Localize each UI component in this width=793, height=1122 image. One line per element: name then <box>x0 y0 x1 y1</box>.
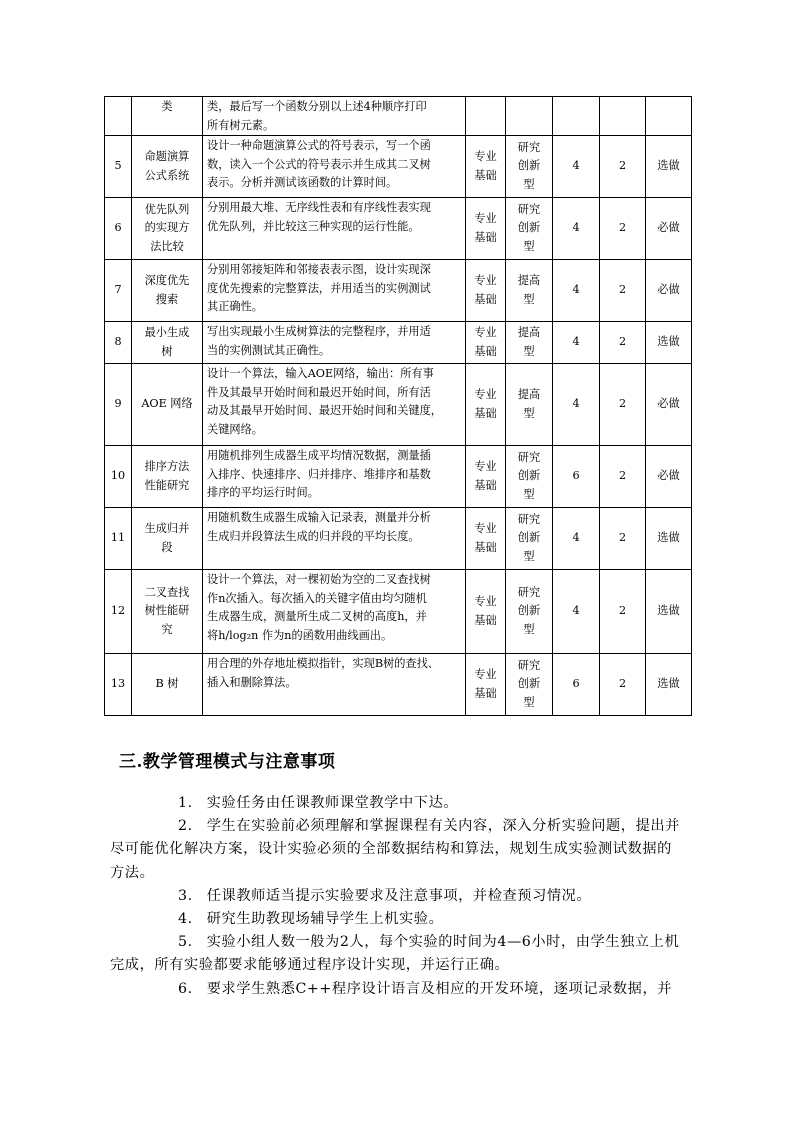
cell-description <box>203 654 466 716</box>
list-item-number: 5. <box>178 934 193 951</box>
cell-line: 研究 <box>517 450 541 464</box>
cell-line: 基础 <box>474 344 497 358</box>
cell-category <box>466 136 506 198</box>
list-item-text: 研究生助教现场辅导学生上机实验。 <box>206 911 444 928</box>
cell-line: 搜索 <box>155 292 179 306</box>
cell-group-size: 2 <box>600 508 646 570</box>
cell-line: 专业 <box>474 522 497 535</box>
cell-line: 数，读入一个公式的符号表示并生成其二叉树 <box>207 157 431 171</box>
cell-line: 将h/log₂n 作为n的函数用曲线画出。 <box>207 628 393 642</box>
cell-line: 件及其最早开始时间和最迟开始时间，所有活 <box>207 385 431 399</box>
cell-group-size: 2 <box>600 364 646 446</box>
cell-line: B 树 <box>155 677 179 691</box>
cell-requirement: 必做 <box>646 198 692 260</box>
list-item-text: 要求学生熟悉C++程序设计语言及相应的开发环境，逐项记录数据，并 <box>206 980 673 997</box>
list-item <box>110 815 684 885</box>
cell-experiment-name <box>132 446 203 508</box>
cell-description <box>203 364 466 446</box>
list-item-text: 实验小组人数一般为2人，每个实验的时间为4—6小时，由学生独立上机完成，所有实验都要求能够通过程序设计实现，并运行正确。 <box>110 934 680 974</box>
cell-line: 型 <box>523 177 535 191</box>
table-row <box>105 136 692 198</box>
cell-line: 基础 <box>474 230 497 244</box>
cell-description <box>203 322 466 364</box>
table-row <box>105 322 692 364</box>
cell-number: 6 <box>105 198 132 260</box>
cell-type <box>506 446 553 508</box>
cell-category <box>466 322 506 364</box>
cell-type <box>506 260 553 322</box>
cell-line: 型 <box>523 239 535 253</box>
cell-line: 类，最后写一个函数分别以上述4种顺序打印 <box>207 100 427 113</box>
cell-category <box>466 198 506 260</box>
cell-type <box>506 198 553 260</box>
cell-line: AOE 网络 <box>141 397 193 411</box>
cell-category <box>466 654 506 716</box>
cell-hours: 4 <box>553 570 600 654</box>
cell-line: 当的实例测试其正确性。 <box>207 343 331 357</box>
list-item <box>110 885 684 908</box>
list-item-number: 6. <box>178 980 193 997</box>
cell-line: 优先队列，并比较这三种实现的运行性能。 <box>207 219 420 233</box>
cell-number: 8 <box>105 322 132 364</box>
cell-group-size: 2 <box>600 654 646 716</box>
cell-line: 专业 <box>474 212 497 225</box>
cell-line: 优先队列 <box>144 202 190 216</box>
cell-requirement: 必做 <box>646 446 692 508</box>
cell-description <box>203 97 466 136</box>
section-items <box>110 792 684 1001</box>
cell-group-size <box>600 97 646 136</box>
table-row <box>105 508 692 570</box>
cell-line: 作n次插入。每次插入的关键字值由均匀随机 <box>207 591 427 605</box>
cell-line: 度优先搜索的完整算法，并用适当的实例测试 <box>207 281 431 295</box>
cell-line: 创新 <box>517 159 541 173</box>
cell-line: 基础 <box>474 540 497 554</box>
cell-hours: 4 <box>553 260 600 322</box>
cell-line: 所有树元素。 <box>207 118 275 132</box>
table-row <box>105 654 692 716</box>
cell-line: 关键网络。 <box>207 422 263 436</box>
cell-requirement: 选做 <box>646 322 692 364</box>
cell-line: 型 <box>523 406 535 420</box>
cell-number: 13 <box>105 654 132 716</box>
cell-description <box>203 260 466 322</box>
experiment-table-body <box>105 97 692 716</box>
cell-line: 研究 <box>517 658 541 672</box>
table-row <box>105 260 692 322</box>
cell-line: 提高 <box>517 388 541 401</box>
cell-type <box>506 570 553 654</box>
cell-line: 设计一个算法，输入AOE网络，输出：所有事 <box>207 367 434 380</box>
cell-type <box>506 322 553 364</box>
cell-line: 分别用最大堆、无序线性表和有序线性表实现 <box>207 201 431 214</box>
cell-line: 性能研究 <box>144 478 190 492</box>
cell-group-size: 2 <box>600 260 646 322</box>
cell-line: 创新 <box>517 531 541 545</box>
cell-experiment-name <box>132 198 203 260</box>
experiment-table <box>104 96 692 716</box>
cell-line: 基础 <box>474 168 497 182</box>
cell-type <box>506 97 553 136</box>
cell-line: 树 <box>161 344 173 358</box>
cell-line: 设计一个算法，对一棵初始为空的二叉查找树 <box>207 573 431 586</box>
cell-line: 排序的平均运行时间。 <box>207 486 319 499</box>
cell-group-size: 2 <box>600 446 646 508</box>
table-row <box>105 97 692 136</box>
cell-hours: 6 <box>553 654 600 716</box>
cell-line: 创新 <box>517 469 541 483</box>
cell-experiment-name <box>132 97 203 136</box>
cell-category <box>466 446 506 508</box>
list-item <box>110 978 684 1001</box>
cell-experiment-name <box>132 508 203 570</box>
cell-line: 公式系统 <box>144 168 190 182</box>
cell-category <box>466 508 506 570</box>
cell-line: 排序方法 <box>144 460 190 473</box>
list-item-number: 4. <box>178 911 193 928</box>
cell-line: 型 <box>523 549 535 563</box>
cell-requirement: 选做 <box>646 654 692 716</box>
cell-line: 树性能研 <box>144 604 190 618</box>
cell-line: 段 <box>161 540 173 554</box>
cell-category <box>466 570 506 654</box>
cell-line: 提高 <box>517 326 541 339</box>
cell-line: 专业 <box>474 326 497 339</box>
cell-line: 型 <box>523 695 535 709</box>
cell-line: 写出实现最小生成树算法的完整程序，并用适 <box>207 325 431 338</box>
list-item-text: 学生在实验前必须理解和掌握课程有关内容，深入分析实验问题，提出并尽可能优化解决方案，设计实验必须的全部数据结构和算法，规划生成实验测试数据的方法。 <box>110 818 680 881</box>
cell-line: 研究 <box>517 140 541 154</box>
cell-type <box>506 508 553 570</box>
list-item <box>110 908 684 931</box>
cell-line: 基础 <box>474 292 497 306</box>
cell-line: 提高 <box>517 274 541 287</box>
list-item-text: 实验任务由任课教师课堂教学中下达。 <box>206 795 459 811</box>
cell-line: 专业 <box>474 595 497 608</box>
cell-number: 11 <box>105 508 132 570</box>
cell-line: 基础 <box>474 613 497 627</box>
cell-line: 入排序、快速排序、归并排序、堆排序和基数 <box>207 467 431 481</box>
cell-line: 最小生成 <box>144 326 190 339</box>
list-item-number: 1. <box>178 795 193 811</box>
cell-line: 动及其最早开始时间、最迟开始时间和关键度， <box>207 404 442 417</box>
cell-type <box>506 654 553 716</box>
cell-number: 7 <box>105 260 132 322</box>
cell-category <box>466 260 506 322</box>
cell-type <box>506 136 553 198</box>
cell-description <box>203 198 466 260</box>
cell-line: 用合理的外存地址模拟指针，实现B树的查找、 <box>207 657 439 670</box>
cell-line: 生成器生成，测量所生成二叉树的高度h，并 <box>207 610 427 623</box>
table-row <box>105 570 692 654</box>
list-item <box>110 931 684 977</box>
cell-line: 插入和删除算法。 <box>207 675 297 689</box>
cell-experiment-name <box>132 364 203 446</box>
cell-number: 12 <box>105 570 132 654</box>
cell-description <box>203 570 466 654</box>
cell-requirement: 选做 <box>646 570 692 654</box>
cell-line: 创新 <box>517 677 541 691</box>
cell-line: 其正确性。 <box>207 300 263 313</box>
cell-description <box>203 508 466 570</box>
cell-hours: 4 <box>553 198 600 260</box>
list-item <box>110 792 684 815</box>
cell-line: 创新 <box>517 221 541 235</box>
cell-line: 型 <box>523 344 535 358</box>
cell-hours: 4 <box>553 508 600 570</box>
cell-line: 专业 <box>474 460 497 473</box>
list-item-number: 3. <box>178 887 193 904</box>
cell-line: 研究 <box>517 202 541 216</box>
cell-requirement <box>646 97 692 136</box>
list-item-number: 2. <box>178 818 193 835</box>
cell-number: 10 <box>105 446 132 508</box>
cell-line: 型 <box>523 622 535 636</box>
cell-line: 专业 <box>474 388 497 401</box>
cell-hours <box>553 97 600 136</box>
cell-category <box>466 364 506 446</box>
cell-category <box>466 97 506 136</box>
cell-line: 设计一种命题演算公式的符号表示，写一个函 <box>207 139 431 152</box>
cell-line: 型 <box>523 292 535 306</box>
table-row <box>105 446 692 508</box>
cell-line: 专业 <box>474 150 497 163</box>
cell-line: 的实现方 <box>144 221 190 235</box>
cell-requirement: 必做 <box>646 364 692 446</box>
cell-requirement: 选做 <box>646 508 692 570</box>
cell-requirement: 选做 <box>646 136 692 198</box>
cell-number: 5 <box>105 136 132 198</box>
cell-line: 用随机排列生成器生成平均情况数据，测量插 <box>207 449 431 462</box>
list-item-text: 任课教师适当提示实验要求及注意事项，并检查预习情况。 <box>206 887 592 904</box>
section-heading: 三.教学管理模式与注意事项 <box>119 752 336 772</box>
cell-line: 型 <box>523 487 535 501</box>
cell-hours: 6 <box>553 446 600 508</box>
cell-line: 命题演算 <box>144 150 190 163</box>
cell-number: 9 <box>105 364 132 446</box>
cell-group-size: 2 <box>600 322 646 364</box>
cell-group-size: 2 <box>600 198 646 260</box>
cell-line: 类 <box>161 100 173 113</box>
cell-line: 生成归并 <box>144 522 190 535</box>
cell-number <box>105 97 132 136</box>
cell-description <box>203 446 466 508</box>
cell-experiment-name <box>132 322 203 364</box>
cell-line: 表示。分析并测试该函数的计算时间。 <box>207 176 398 189</box>
cell-line: 分别用邻接矩阵和邻接表表示图，设计实现深 <box>207 263 431 276</box>
cell-line: 研究 <box>517 585 541 599</box>
cell-line: 专业 <box>474 668 497 681</box>
cell-experiment-name <box>132 136 203 198</box>
cell-group-size: 2 <box>600 136 646 198</box>
cell-requirement: 必做 <box>646 260 692 322</box>
cell-line: 专业 <box>474 274 497 287</box>
cell-line: 基础 <box>474 406 497 420</box>
cell-line: 研究 <box>517 512 541 526</box>
cell-experiment-name <box>132 654 203 716</box>
cell-line: 法比较 <box>150 239 184 253</box>
cell-line: 生成归并段算法生成的归并段的平均长度。 <box>207 529 420 543</box>
cell-line: 创新 <box>517 604 541 618</box>
cell-line: 用随机数生成器生成输入记录表，测量并分析 <box>207 511 431 524</box>
cell-hours: 4 <box>553 322 600 364</box>
cell-experiment-name <box>132 260 203 322</box>
cell-experiment-name <box>132 570 203 654</box>
cell-hours: 4 <box>553 364 600 446</box>
cell-line: 究 <box>161 622 173 636</box>
cell-line: 深度优先 <box>144 274 190 287</box>
cell-line: 基础 <box>474 686 497 700</box>
cell-description <box>203 136 466 198</box>
cell-line: 二叉查找 <box>144 585 190 599</box>
cell-group-size: 2 <box>600 570 646 654</box>
cell-hours: 4 <box>553 136 600 198</box>
cell-line: 基础 <box>474 478 497 492</box>
cell-type <box>506 364 553 446</box>
table-row <box>105 364 692 446</box>
table-row <box>105 198 692 260</box>
